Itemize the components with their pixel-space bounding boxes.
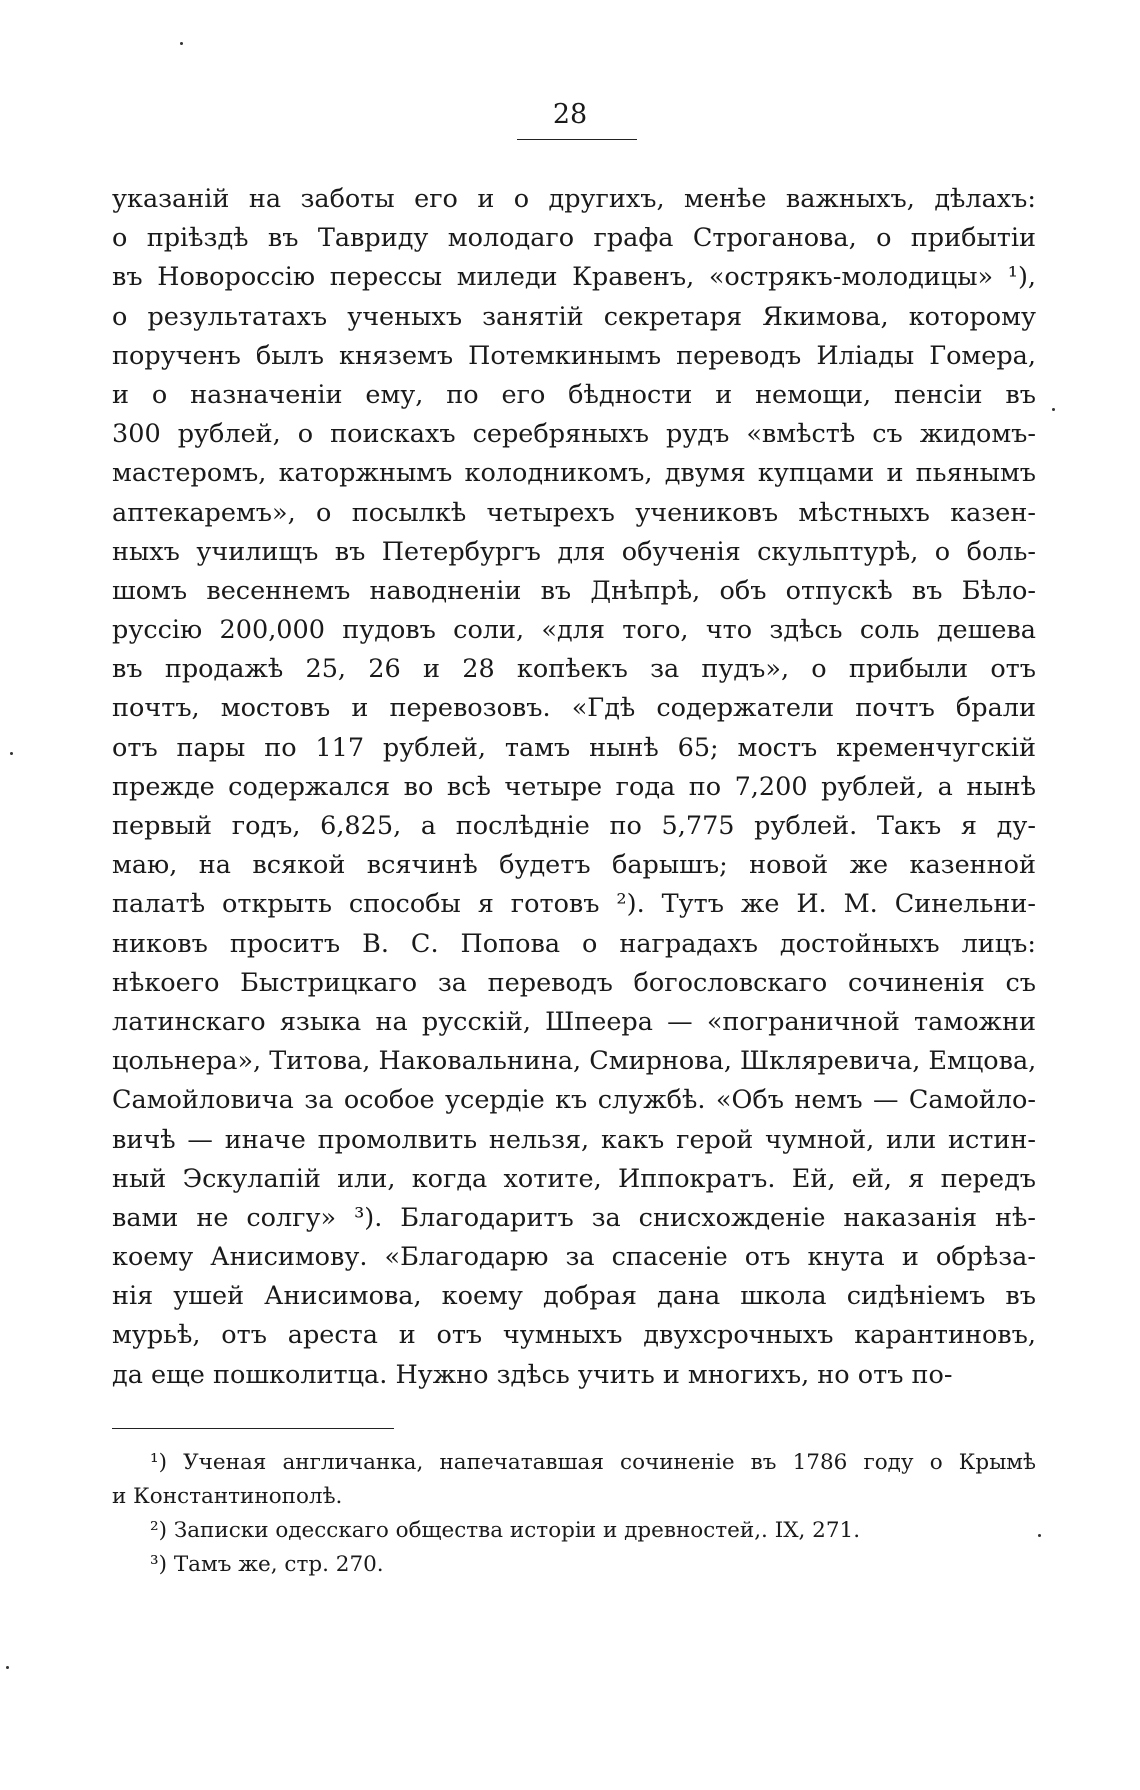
text-line: нѣкоего Быстрицкаго за переводъ богословскаго сочиненія съ xyxy=(112,967,1036,998)
text-line: руссію 200,000 пудовъ соли, «для того, что здѣсь соль дешева xyxy=(112,615,1036,646)
text-line: ныхъ училищъ въ Петербургъ для обученія скульптурѣ, о боль- xyxy=(112,536,1036,567)
text-line: почтъ, мостовъ и перевозовъ. «Гдѣ содержатели почтъ брали xyxy=(112,693,1036,724)
text-line: о пріѣздѣ въ Тавриду молодаго графа Строганова, о прибытіи xyxy=(112,223,1036,254)
text-line: маю, на всякой всячинѣ будетъ барышъ; новой же казенной xyxy=(112,850,1036,881)
text-line: порученъ былъ княземъ Потемкинымъ переводъ Иліады Гомера, xyxy=(112,340,1036,371)
text-line: мурьѣ, отъ ареста и отъ чумныхъ двухсрочныхъ карантиновъ, xyxy=(112,1320,1036,1351)
page-number-rule xyxy=(517,139,637,140)
text-line: палатѣ открыть способы я готовъ ²). Тутъ же И. М. Синельни- xyxy=(112,889,1036,920)
text-line: латинскаго языка на русскій, Шпеера — «пограничной таможни xyxy=(112,1006,1036,1037)
footnotes xyxy=(112,1446,1036,1582)
text-line: никовъ проситъ В. С. Попова о наградахъ достойныхъ лицъ: xyxy=(112,928,1036,959)
text-line: въ продажѣ 25, 26 и 28 копѣекъ за пудъ», о прибыли отъ xyxy=(112,654,1036,685)
footnote-1-continuation: и Константинополѣ. xyxy=(112,1484,343,1509)
scan-speck xyxy=(10,752,13,755)
text-line: прежде содержался во всѣ четыре года по 7,200 рублей, а нынѣ xyxy=(112,771,1036,802)
text-line: вичѣ — иначе промолвить нельзя, какъ герой чумной, или истин- xyxy=(112,1124,1036,1155)
footnote-1: ¹) Ученая англичанка, напечатавшая сочиненіе въ 1786 году о Крымѣ xyxy=(150,1450,1036,1475)
text-line: въ Новороссію пересcы миледи Кравенъ, «острякъ-молодицы» ¹), xyxy=(112,262,1036,293)
text-line: шомъ весеннемъ наводненіи въ Днѣпрѣ, объ отпускѣ въ Бѣло- xyxy=(112,575,1036,606)
text-line: вами не солгу» ³). Благодаритъ за снисхожденіе наказанія нѣ- xyxy=(112,1202,1036,1233)
text-line: ный Эскулапій или, когда хотите, Иппократъ. Ей, ей, я передъ xyxy=(112,1163,1036,1194)
scan-speck xyxy=(180,42,183,45)
scan-speck xyxy=(1052,408,1055,411)
text-line: 300 рублей, о поискахъ серебряныхъ рудъ «вмѣстѣ съ жидомъ- xyxy=(112,419,1036,450)
text-line: о результатахъ ученыхъ занятій секретаря Якимова, которому xyxy=(112,301,1036,332)
text-line: Самойловича за особое усердіе къ службѣ. «Объ немъ — Самойло- xyxy=(112,1085,1036,1116)
footnote-rule xyxy=(112,1428,394,1429)
text-line: аптекаремъ», о посылкѣ четырехъ учениковъ мѣстныхъ казен- xyxy=(112,497,1036,528)
text-line: отъ пары по 117 рублей, тамъ нынѣ 65; мостъ кременчугскій xyxy=(112,732,1036,763)
text-line: коему Анисимову. «Благодарю за спасеніе отъ кнута и обрѣза- xyxy=(112,1242,1036,1273)
footnote-3: ³) Тамъ же, стр. 270. xyxy=(150,1552,384,1577)
scan-speck xyxy=(6,1666,9,1669)
text-line: первый годъ, 6,825, а послѣдніе по 5,775 рублей. Такъ я ду- xyxy=(112,811,1036,841)
text-line: цольнера», Титова, Наковальнина, Смирнова, Шкляревича, Емцова, xyxy=(112,1046,1037,1077)
text-line: нія ушей Анисимова, коему добрая дана школа сидѣніемъ въ xyxy=(112,1281,1036,1312)
text-line: и о назначеніи ему, по его бѣдности и немощи, пенсіи въ xyxy=(112,379,1036,410)
text-line: да еще пошколитца. Нужно здѣсь учить и многихъ, но отъ по- xyxy=(112,1359,953,1390)
body-text xyxy=(112,180,1036,1395)
scan-speck xyxy=(1038,1534,1041,1537)
text-line: мастеромъ, каторжнымъ колодникомъ, двумя купцами и пьянымъ xyxy=(112,458,1036,489)
text-line: указаній на заботы его и о другихъ, менѣе важныхъ, дѣлахъ: xyxy=(112,184,1036,214)
page-number: 28 xyxy=(552,99,588,130)
footnote-2: ²) Записки одесскаго общества исторіи и древностей,. IX, 271. xyxy=(150,1518,861,1543)
